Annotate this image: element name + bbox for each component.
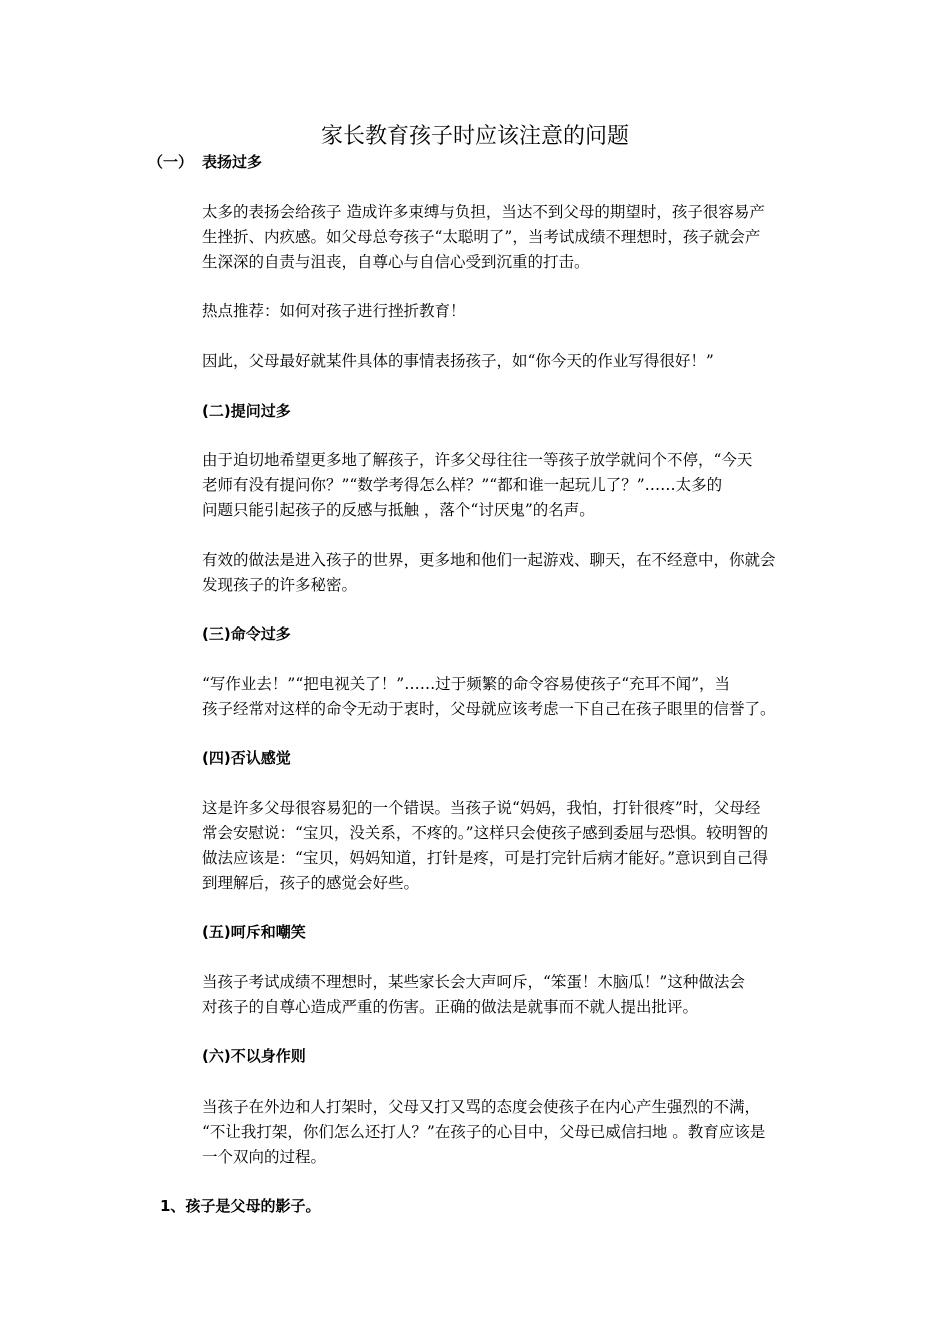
paragraph-line: 生深深的自责与沮丧，自尊心与自信心受到沉重的打击。 [202, 253, 590, 271]
section-3-paragraph-1 [202, 672, 822, 722]
section-2-paragraph-1 [202, 448, 822, 523]
paragraph-line: 老师有没有提问你？”“数学考得怎么样？”“都和谁一起玩儿了？”……太多的 [202, 476, 723, 494]
section-4-heading: (四)否认感觉 [202, 749, 291, 767]
section-6-paragraph-1 [202, 1095, 822, 1170]
paragraph-line: 当孩子考试成绩不理想时，某些家长会大声呵斥，“笨蛋！木脑瓜！”这种做法会 [202, 973, 745, 991]
paragraph-line: “不让我打架，你们怎么还打人？”在孩子的心目中，父母已威信扫地 。教育应该是 [202, 1123, 766, 1141]
paragraph-line: 发现孩子的许多秘密。 [202, 576, 358, 594]
section-4-paragraph-1 [202, 796, 822, 896]
paragraph-line: 因此，父母最好就某件具体的事情表扬孩子，如“你今天的作业写得很好！” [202, 352, 714, 370]
paragraph-line: 常会安慰说：“宝贝，没关系，不疼的。”这样只会使孩子感到委屈与恐惧。较明智的 [202, 824, 769, 842]
section-5-paragraph-1 [202, 970, 822, 1020]
section-1-number: （一） [148, 153, 194, 171]
section-1-heading [148, 150, 262, 174]
paragraph-line: 当孩子在外边和人打架时，父母又打又骂的态度会使孩子在内心产生强烈的不满， [202, 1098, 761, 1116]
paragraph-line: 到理解后，孩子的感觉会好些。 [202, 874, 420, 892]
section-1-paragraph-1 [202, 200, 822, 275]
section-3-heading: (三)命令过多 [202, 625, 291, 643]
paragraph-line: “写作业去！”“把电视关了！”……过于频繁的命令容易使孩子“充耳不闻”，当 [202, 675, 731, 693]
paragraph-line: 孩子经常对这样的命令无动于衷时，父母就应该考虑一下自己在孩子眼里的信誉了。 [202, 700, 776, 718]
paragraph-line: 有效的做法是进入孩子的世界，更多地和他们一起游戏、聊天，在不经意中，你就会 [202, 551, 776, 569]
section-5-heading: (五)呵斥和嘲笑 [202, 923, 306, 941]
section-2-heading: (二)提问过多 [202, 402, 291, 420]
paragraph-line: 问题只能引起孩子的反感与抵触 ，落个“讨厌鬼”的名声。 [202, 501, 595, 519]
paragraph-line: 一个双向的过程。 [202, 1148, 327, 1166]
paragraph-line: 太多的表扬会给孩子 造成许多束缚与负担，当达不到父母的期望时，孩子很容易产 [202, 203, 765, 221]
paragraph-line: 这是许多父母很容易犯的一个错误。当孩子说“妈妈，我怕，打针很疼”时，父母经 [202, 799, 761, 817]
section-1-paragraph-2 [202, 299, 822, 324]
section-1-title: 表扬过多 [202, 153, 263, 171]
section-1-paragraph-3 [202, 349, 822, 374]
section-2-paragraph-2 [202, 548, 822, 598]
paragraph-line: 对孩子的自尊心造成严重的伤害。正确的做法是就事而不就人提出批评。 [202, 998, 699, 1016]
section-6-heading: (六)不以身作则 [202, 1047, 306, 1065]
final-heading: 1、孩子是父母的影子。 [160, 1197, 321, 1215]
paragraph-line: 热点推荐：如何对孩子进行挫折教育！ [202, 302, 466, 320]
paragraph-line: 生挫折、内疚感。如父母总夸孩子“太聪明了”，当考试成绩不理想时，孩子就会产 [202, 228, 761, 246]
paragraph-line: 做法应该是：“宝贝，妈妈知道，打针是疼，可是打完针后病才能好。”意识到自己得 [202, 849, 769, 867]
document-title: 家长教育孩子时应该注意的问题 [320, 124, 629, 149]
paragraph-line: 由于迫切地希望更多地了解孩子，许多父母往往一等孩子放学就问个不停，“今天 [202, 451, 753, 469]
